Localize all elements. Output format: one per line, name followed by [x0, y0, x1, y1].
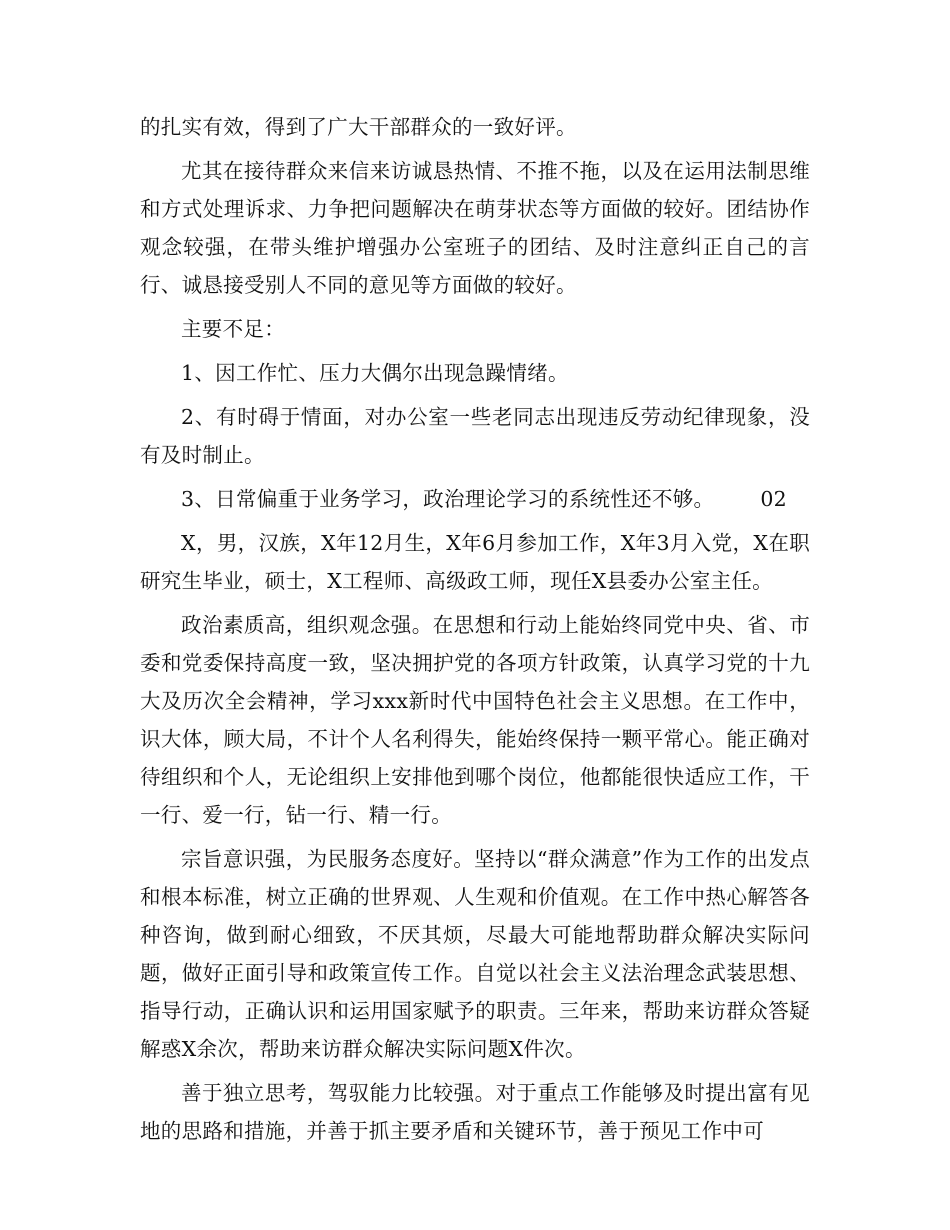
paragraph-reception-work: 尤其在接待群众来信来访诚恳热情、不推不拖，以及在运用法制思维和方式处理诉求、力争把问题解决在萌芽状态等方面做的较好。团结协作观念较强，在带头维护增强办公室班子的团结、及时注意纠正自己的言行、诚恳接受别人不同的意见等方面做的较好。	[140, 159, 810, 297]
paragraph-shortcoming-1: 1、因工作忙、压力大偶尔出现急躁情绪。	[181, 361, 569, 385]
paragraph-political-quality: 政治素质高，组织观念强。在思想和行动上能始终同党中央、省、市委和党委保持高度一致，坚决拥护党的各项方针政策，认真学习党的十九大及历次全会精神，学习xxx新时代中国特色社会主义思想。在工作中，识大体，顾大局，不计个人名利得失，能始终保持一颗平常心。能正确对待组织和个人，无论组织上安排他到哪个岗位，他都能很快适应工作，干一行、爱一行，钻一行、精一行。	[140, 613, 810, 827]
paragraph-independent-thinking: 善于独立思考，驾驭能力比较强。对于重点工作能够及时提出富有见地的思路和措施，并善于抓主要矛盾和关键环节，善于预见工作中可	[140, 1081, 810, 1143]
paragraph-shortcoming-3	[140, 480, 810, 518]
paragraph-shortcomings-heading: 主要不足：	[181, 317, 285, 341]
section-number: 02	[760, 487, 788, 511]
paragraph-profile: X，男，汉族，X年12月生，X年6月参加工作，X年3月入党，X在职研究生毕业，硕士，X工程师、高级政工师，现任X县委办公室主任。	[140, 531, 810, 593]
paragraph-service-attitude: 宗旨意识强，为民服务态度好。坚持以“群众满意”作为工作的出发点和根本标准，树立正确的世界观、人生观和价值观。在工作中热心解答各种咨询，做到耐心细致，不厌其烦，尽最大可能地帮助群众解决实际问题，做好正面引导和政策宣传工作。自觉以社会主义法治理念武装思想、指导行动，正确认识和运用国家赋予的职责。三年来，帮助来访群众答疑解惑X余次，帮助来访群众解决实际问题X件次。	[140, 847, 810, 1061]
document-body	[140, 108, 810, 1156]
paragraph-shortcoming-2: 2、有时碍于情面，对办公室一些老同志出现违反劳动纪律现象，没有及时制止。	[140, 405, 810, 467]
shortcoming-3-text: 3、日常偏重于业务学习，政治理论学习的系统性还不够。	[181, 487, 715, 511]
paragraph-continuation: 的扎实有效，得到了广大干部群众的一致好评。	[140, 115, 577, 139]
